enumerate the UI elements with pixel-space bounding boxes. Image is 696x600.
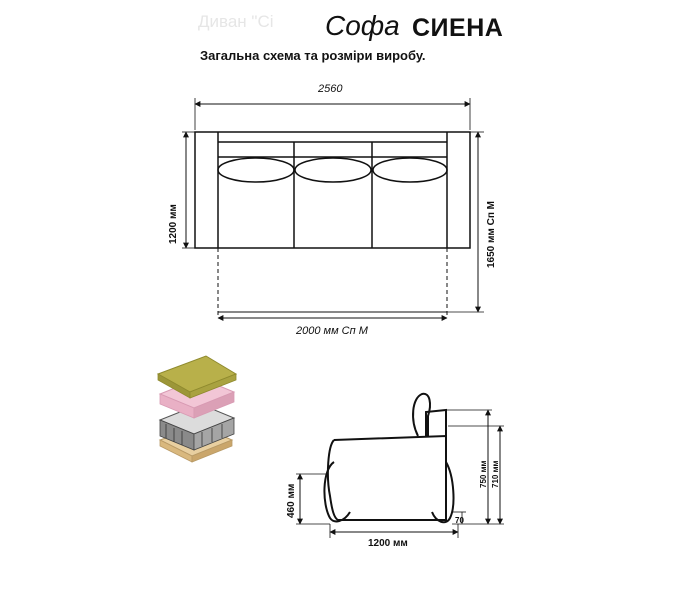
sofa-front — [328, 440, 338, 520]
cushion-left — [218, 158, 294, 182]
depth-label: 1200 мм — [168, 204, 179, 244]
cushion-right — [373, 158, 447, 182]
sleep-length-label: 2000 мм Сп М — [296, 325, 368, 337]
seat-height-label: 460 мм — [286, 483, 297, 518]
subtitle: Загальна схема та розміри виробу. — [200, 48, 426, 63]
side-width-label: 1200 мм — [368, 538, 408, 549]
back-leg — [432, 462, 453, 522]
sleep-depth-label: 1650 мм Сп М — [486, 201, 497, 268]
title-prefix: Софа — [325, 10, 400, 41]
background-watermark-text: Диван "Сі — [198, 12, 274, 31]
leg-height-label: 70 — [455, 516, 464, 525]
mattress-layers-illustration — [158, 356, 236, 462]
side-view — [324, 394, 453, 522]
sofa-outline — [195, 132, 470, 248]
top-view — [182, 98, 484, 318]
back-height-label-1: 750 мм — [479, 460, 488, 488]
sofa-body — [334, 436, 446, 520]
back-height-label-2: 710 мм — [491, 460, 500, 488]
cushion-middle — [295, 158, 371, 182]
back-cushion — [413, 394, 430, 436]
overall-width-label: 2560 — [318, 83, 343, 95]
title-name: СИЕНА — [412, 14, 504, 42]
